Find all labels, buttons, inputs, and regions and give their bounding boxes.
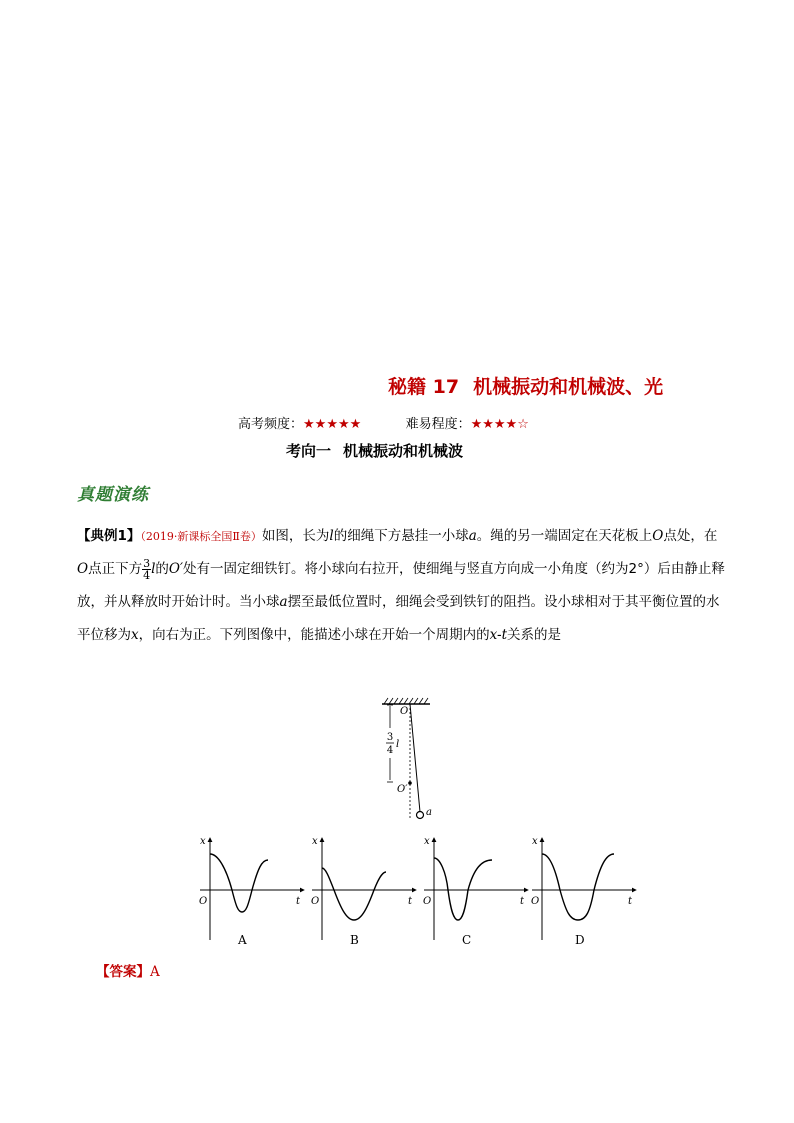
problem-source: （2019·新课标全国Ⅱ卷） xyxy=(140,530,262,543)
var-l: l xyxy=(329,528,334,544)
var-a: a xyxy=(468,528,477,544)
text-run: 。绳的另一端固定在天花板上 xyxy=(476,528,653,544)
text-run: 关系的是 xyxy=(507,627,561,643)
nail-point xyxy=(408,781,412,785)
var-x: x xyxy=(131,627,139,643)
pendulum-figure xyxy=(370,694,450,824)
axis-t-label: t xyxy=(520,896,525,907)
axis-t-label: t xyxy=(296,896,301,907)
var-O: O xyxy=(652,528,664,544)
text-run: ，向右为正。下列图像中，能描述小球在开始一个周期内的 xyxy=(138,627,490,643)
curve xyxy=(542,854,614,920)
problem-label: 【典例1】 xyxy=(77,528,141,544)
label-O-prime: O′ xyxy=(397,784,408,795)
section-subtitle xyxy=(286,440,463,461)
dim-frac-num: 3 xyxy=(386,732,394,743)
option-label: B xyxy=(350,933,359,947)
axis-t-label: t xyxy=(408,896,413,907)
axis-x-label: x xyxy=(312,836,318,847)
axis-x-label: x xyxy=(200,836,206,847)
text-run: 如图，长为 xyxy=(261,528,330,544)
subtitle-prefix: 考向一 xyxy=(286,442,332,460)
problem-text xyxy=(77,520,727,652)
difficulty-stars: ★★★★☆ xyxy=(470,417,529,432)
label-O: O xyxy=(400,706,409,717)
axis-x-label: x xyxy=(532,836,538,847)
section-tag: 真题演练 xyxy=(77,485,149,505)
subtitle-text: 机械振动和机械波 xyxy=(343,442,464,460)
text-run: 的 xyxy=(155,561,169,577)
origin-label: O xyxy=(311,896,320,907)
var-xt: x-t xyxy=(489,627,507,643)
title-number: 秘籍 17 xyxy=(388,376,460,398)
label-a: a xyxy=(426,807,432,818)
option-label: D xyxy=(575,933,585,947)
graph-a xyxy=(196,832,308,950)
answer-value: A xyxy=(150,964,160,980)
fraction xyxy=(142,558,151,581)
difficulty-label: 难易程度： xyxy=(405,417,471,432)
var-l: l xyxy=(151,561,156,577)
ceiling-hatch xyxy=(384,698,428,704)
curve xyxy=(210,854,268,912)
text-run: 处有一固定细铁钉。将小球向右拉开，使细绳与竖直方向成一小角度（约为2°）后由静止释放，并从释放时开始计时。当小球 xyxy=(77,561,725,610)
frequency-stars: ★★★★★ xyxy=(303,417,362,432)
dim-frac-den: 4 xyxy=(386,745,394,756)
var-O-prime: O′ xyxy=(168,561,184,577)
curve xyxy=(322,868,386,920)
graph-d xyxy=(528,832,640,950)
graph-b xyxy=(308,832,420,950)
option-label: C xyxy=(462,933,472,947)
text-run: 点正下方 xyxy=(88,561,143,577)
answer xyxy=(96,960,160,980)
title-text: 机械振动和机械波、光 xyxy=(473,376,664,398)
axis-x-label: x xyxy=(424,836,430,847)
origin-label: O xyxy=(199,896,208,907)
dim-var-l: l xyxy=(396,739,400,750)
graph-c xyxy=(420,832,532,950)
option-label: A xyxy=(238,933,247,947)
var-O: O xyxy=(77,561,89,577)
origin-label: O xyxy=(531,896,540,907)
axis-t-label: t xyxy=(628,896,633,907)
text-run: 的细绳下方悬挂一小球 xyxy=(333,528,469,544)
curve xyxy=(434,858,492,920)
string-line xyxy=(410,704,420,812)
origin-label: O xyxy=(423,896,432,907)
rating-row xyxy=(238,413,529,432)
ball xyxy=(417,812,424,819)
answer-label: 【答案】 xyxy=(96,964,150,980)
page-title xyxy=(388,372,663,399)
fraction-num: 3 xyxy=(143,556,151,570)
var-a: a xyxy=(279,594,288,610)
frequency-label: 高考频度： xyxy=(238,417,304,432)
text-run: 摆至最低位置时，细绳会受到铁钉的阻挡。设小球相对于其平衡位置的水平位移为 xyxy=(77,594,720,643)
text-run: 点处，在 xyxy=(663,528,718,544)
fraction-den: 4 xyxy=(143,568,151,582)
